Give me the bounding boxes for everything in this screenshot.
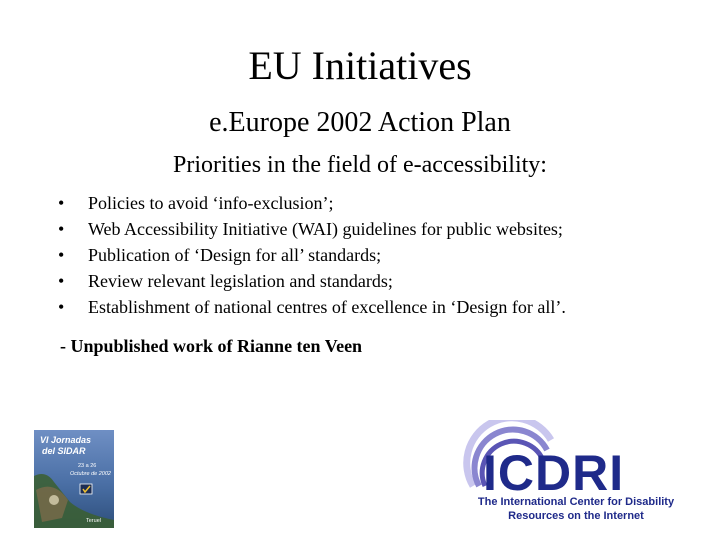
sidar-date1: 23 a 26 [78,463,97,469]
icdri-name: ICDRI [483,445,625,492]
icdri-arcs-icon [455,420,687,492]
bullet-icon: • [58,297,65,317]
bullet-icon: • [58,193,65,213]
icdri-logo [455,420,687,524]
list-item-text: Policies to avoid ‘info-exclusion’; [88,193,334,213]
sidar-city: Teruel [86,518,101,524]
list-item-text: Publication of ‘Design for all’ standards; [88,245,382,265]
bullet-icon: • [58,219,65,239]
sidar-line2: del SIDAR [42,446,86,456]
icdri-tagline-line2: Resources on the Internet [508,510,644,522]
sidar-line1: VI Jornadas [40,435,92,445]
bullet-icon: • [58,245,65,265]
list-item-text: Establishment of national centres of excellence in ‘Design for all’. [88,297,566,317]
priorities-heading: Priorities in the field of e-accessibility: [173,152,547,178]
slide-title: EU Initiatives [248,43,472,88]
list-item-text: Web Accessibility Initiative (WAI) guidelines for public websites; [88,219,563,239]
icdri-tagline-line1: The International Center for Disability [477,496,675,508]
attribution-text: - Unpublished work of Rianne ten Veen [60,336,363,356]
sidar-logo [34,430,114,528]
bullet-icon: • [58,271,65,291]
slide-subtitle: e.Europe 2002 Action Plan [209,107,511,138]
list-item-text: Review relevant legislation and standards; [88,271,393,291]
sidar-date2: Octubre de 2002 [70,471,111,477]
